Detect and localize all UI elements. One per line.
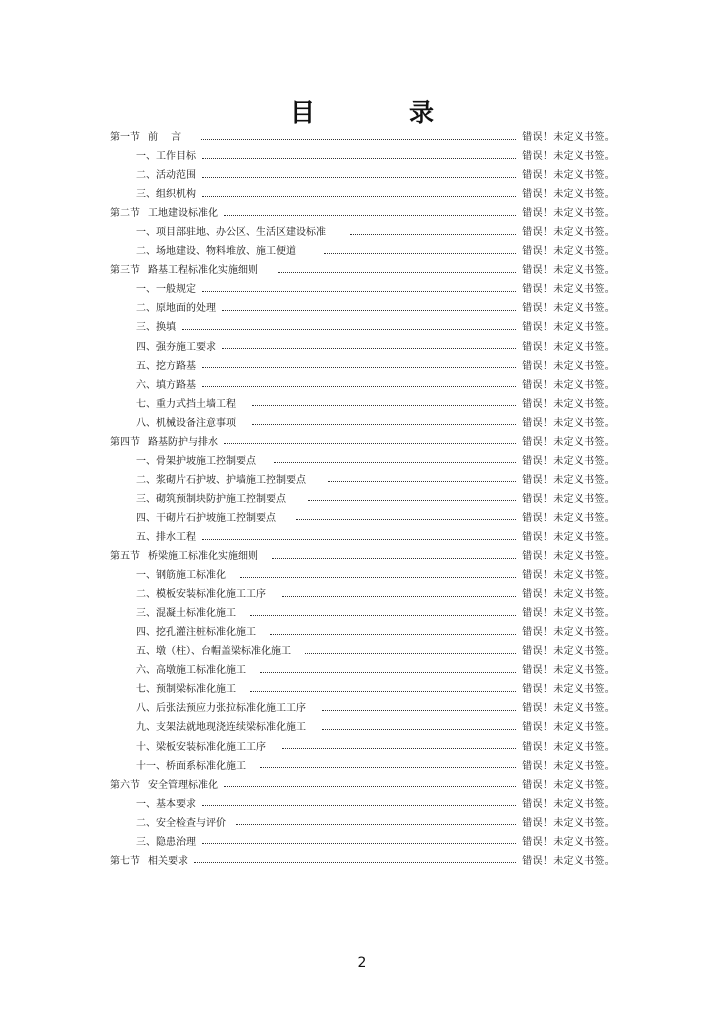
toc-subsection-entry[interactable] [110,240,615,259]
toc-entry-number: 七、 [136,398,156,410]
toc-page-reference: 错误！未定义书签。 [522,417,615,429]
toc-entry-title: 重力式挡土墙工程 [156,398,236,410]
toc-page-reference: 错误！未定义书签。 [522,227,615,239]
toc-subsection-entry[interactable] [110,297,615,316]
toc-page-reference: 错误！未定义书签。 [522,741,615,753]
toc-subsection-entry[interactable] [110,526,615,545]
toc-dot-leader [202,804,516,806]
toc-entry-number: 四、 [136,512,156,524]
toc-section-entry[interactable] [110,259,615,278]
toc-page-reference: 错误！未定义书签。 [522,665,615,677]
toc-entry-title: 强夯施工要求 [156,341,216,353]
toc-entry-title: 桥梁施工标准化实施细则 [148,551,258,563]
toc-dot-leader [272,557,516,559]
toc-dot-leader [202,842,516,844]
toc-dot-leader [322,728,516,730]
toc-entry-number: 十、 [136,741,156,753]
toc-page-reference: 错误！未定义书签。 [522,779,615,791]
toc-dot-leader [202,538,516,540]
toc-entry-number: 一、 [136,284,156,296]
toc-entry-title: 墩（柱）、台帽盖梁标准化施工 [156,646,291,658]
toc-page-reference: 错误！未定义书签。 [522,589,615,601]
toc-section-entry[interactable] [110,545,615,564]
toc-entry-number: 七、 [136,684,156,696]
toc-entry-number: 一、 [136,151,156,163]
toc-subsection-entry[interactable] [110,602,615,621]
toc-section-entry[interactable] [110,774,615,793]
toc-subsection-entry[interactable] [110,736,615,755]
toc-dot-leader [308,499,516,501]
toc-dot-leader [350,233,516,235]
toc-entry-number: 二、 [136,303,156,315]
toc-entry-number: 二、 [136,474,156,486]
toc-entry-title: 支架法就地现浇连续梁标准化施工 [156,722,306,734]
toc-dot-leader [202,366,516,368]
toc-entry-title: 机械设备注意事项 [156,417,236,429]
toc-dot-leader [250,690,516,692]
toc-dot-leader [305,652,516,654]
toc-entry-number: 三、 [136,493,156,505]
toc-entry-title: 干砌片石护坡施工控制要点 [156,512,276,524]
toc-page-reference: 错误！未定义书签。 [522,684,615,696]
toc-entry-number: 三、 [136,322,156,334]
toc-entry-number: 二、 [136,170,156,182]
toc-subsection-entry[interactable] [110,164,615,183]
toc-dot-leader [260,671,516,673]
toc-entry-title: 预制梁标准化施工 [156,684,236,696]
toc-dot-leader [202,157,516,159]
toc-entry-title: 填方路基 [156,379,196,391]
toc-entry-title: 骨架护坡施工控制要点 [156,455,256,467]
toc-entry-title: 换填 [156,322,176,334]
toc-dot-leader [296,518,516,520]
toc-section-entry[interactable] [110,202,615,221]
toc-entry-title: 安全管理标准化 [148,779,218,791]
toc-page-reference: 错误！未定义书签。 [522,379,615,391]
toc-entry-title: 砌筑预制块防护施工控制要点 [156,493,286,505]
toc-page-reference: 错误！未定义书签。 [522,512,615,524]
toc-dot-leader [282,747,516,749]
toc-entry-number: 三、 [136,608,156,620]
toc-entry-number: 第三节 [110,265,140,277]
toc-entry-number: 二、 [136,246,156,258]
toc-page-reference: 错误！未定义书签。 [522,760,615,772]
toc-entry-title: 前 言 [148,132,182,144]
toc-page-reference: 错误！未定义书签。 [522,341,615,353]
toc-dot-leader [222,309,516,311]
toc-entry-title: 混凝土标准化施工 [156,608,236,620]
toc-dot-leader [282,595,516,597]
toc-entry-number: 八、 [136,417,156,429]
toc-entry-number: 四、 [136,341,156,353]
toc-entry-title: 梁板安装标准化施工工序 [156,741,266,753]
toc-page-reference: 错误！未定义书签。 [522,836,615,848]
toc-entry-title: 钢筋施工标准化 [156,570,226,582]
toc-dot-leader [322,709,516,711]
toc-page-reference: 错误！未定义书签。 [522,322,615,334]
toc-subsection-entry[interactable] [110,221,615,240]
toc-page-reference: 错误！未定义书签。 [522,493,615,505]
page-number: 2 [357,955,367,971]
toc-subsection-entry[interactable] [110,488,615,507]
toc-page-reference: 错误！未定义书签。 [522,151,615,163]
toc-entry-title: 组织机构 [156,189,196,201]
toc-page-reference: 错误！未定义书签。 [522,532,615,543]
toc-subsection-entry[interactable] [110,469,615,488]
toc-subsection-entry[interactable] [110,716,615,735]
toc-entry-number: 二、 [136,817,156,829]
toc-entry-number: 三、 [136,836,156,848]
toc-subsection-entry[interactable] [110,183,615,202]
toc-entry-number: 六、 [136,665,156,677]
toc-entry-number: 十一、 [136,760,166,772]
toc-subsection-entry[interactable] [110,755,615,774]
toc-entry-number: 第一节 [110,132,140,144]
toc-entry-title: 基本要求 [156,798,196,810]
toc-entry-title: 项目部驻地、办公区、生活区建设标准 [156,227,326,239]
toc-dot-leader [252,423,516,425]
toc-section-entry[interactable] [110,126,615,145]
toc-dot-leader [236,823,516,825]
toc-entry-title: 路基工程标准化实施细则 [148,265,258,277]
toc-subsection-entry[interactable] [110,316,615,335]
toc-dot-leader [202,290,516,292]
toc-entry-number: 五、 [136,646,156,658]
toc-section-entry[interactable] [110,850,615,869]
toc-subsection-entry[interactable] [110,278,615,297]
toc-dot-leader [240,576,516,578]
toc-entry-number: 一、 [136,455,156,467]
toc-dot-leader [202,195,516,197]
toc-dot-leader [252,404,516,406]
toc-page-reference: 错误！未定义书签。 [522,646,615,658]
toc-entry-number: 第四节 [110,436,140,448]
toc-subsection-entry[interactable] [110,374,615,393]
toc-page-reference: 错误！未定义书签。 [522,551,615,563]
toc-page-reference: 错误！未定义书签。 [522,132,615,144]
toc-entry-title: 一般规定 [156,284,196,296]
toc-subsection-entry[interactable] [110,831,615,850]
toc-entry-number: 第七节 [110,855,140,867]
toc-dot-leader [250,614,516,616]
toc-subsection-entry[interactable] [110,393,615,412]
toc-page-reference: 错误！未定义书签。 [522,208,615,220]
toc-dot-leader [324,252,516,254]
toc-dot-leader [274,461,516,463]
toc-dot-leader [270,633,516,635]
toc-subsection-entry[interactable] [110,564,615,583]
toc-entry-number: 五、 [136,532,156,543]
toc-entry-title: 桥面系标准化施工 [166,760,246,772]
toc-page-reference: 错误！未定义书签。 [522,627,615,639]
toc-subsection-entry[interactable] [110,355,615,374]
toc-entry-number: 四、 [136,627,156,639]
toc-page-reference: 错误！未定义书签。 [522,436,615,448]
toc-entry-number: 第五节 [110,551,140,563]
toc-subsection-entry[interactable] [110,145,615,164]
toc-entry-title: 挖方路基 [156,360,196,372]
toc-entry-title: 路基防护与排水 [148,436,218,448]
toc-title-part-1: 目 [289,98,315,127]
toc-page-reference: 错误！未定义书签。 [522,246,615,258]
toc-page-reference: 错误！未定义书签。 [522,455,615,467]
toc-dot-leader [202,176,516,178]
toc-entry-title: 相关要求 [148,855,188,867]
toc-subsection-entry[interactable] [110,697,615,716]
toc-page-reference: 错误！未定义书签。 [522,855,615,867]
toc-page-reference: 错误！未定义书签。 [522,608,615,620]
toc-subsection-entry[interactable] [110,678,615,697]
toc-subsection-entry[interactable] [110,412,615,431]
toc-subsection-entry[interactable] [110,621,615,640]
toc-dot-leader [278,271,516,273]
toc-title-part-2: 录 [409,98,435,127]
toc-entry-number: 一、 [136,227,156,239]
toc-entry-title: 原地面的处理 [156,303,216,315]
toc-page-reference: 错误！未定义书签。 [522,360,615,372]
toc-page-reference: 错误！未定义书签。 [522,474,615,486]
toc-entry-title: 模板安装标准化施工工序 [156,589,266,601]
toc-page-reference: 错误！未定义书签。 [522,303,615,315]
toc-dot-leader [194,861,516,863]
toc-entry-title: 后张法预应力张拉标准化施工工序 [156,703,306,715]
toc-entry-title: 场地建设、物料堆放、施工便道 [156,246,296,258]
toc-entry-title: 排水工程 [156,532,196,543]
toc-page-reference: 错误！未定义书签。 [522,798,615,810]
toc-subsection-entry[interactable] [110,336,615,355]
toc-page-reference: 错误！未定义书签。 [522,170,615,182]
toc-entry-title: 工地建设标准化 [148,208,218,220]
toc-dot-leader [224,442,516,444]
table-of-contents [110,126,615,869]
toc-subsection-entry[interactable] [110,507,615,526]
toc-page-reference: 错误！未定义书签。 [522,817,615,829]
toc-entry-title: 隐患治理 [156,836,196,848]
toc-page-reference: 错误！未定义书签。 [522,722,615,734]
toc-entry-number: 九、 [136,722,156,734]
toc-entry-title: 浆砌片石护坡、护墙施工控制要点 [156,474,306,486]
toc-entry-title: 挖孔灌注桩标准化施工 [156,627,256,639]
toc-subsection-entry[interactable] [110,812,615,831]
toc-entry-number: 八、 [136,703,156,715]
toc-entry-title: 工作目标 [156,151,196,163]
toc-dot-leader [202,385,516,387]
toc-entry-number: 一、 [136,798,156,810]
toc-dot-leader [182,328,516,330]
toc-entry-number: 第二节 [110,208,140,220]
toc-entry-number: 一、 [136,570,156,582]
toc-page-reference: 错误！未定义书签。 [522,398,615,410]
toc-dot-leader [224,214,516,216]
toc-page-reference: 错误！未定义书签。 [522,189,615,201]
toc-entry-number: 六、 [136,379,156,391]
toc-page-reference: 错误！未定义书签。 [522,703,615,715]
toc-page-reference: 错误！未定义书签。 [522,570,615,582]
toc-entry-title: 活动范围 [156,170,196,182]
toc-subsection-entry[interactable] [110,793,615,812]
toc-dot-leader [260,766,516,768]
toc-section-entry[interactable] [110,431,615,450]
toc-entry-number: 三、 [136,189,156,201]
toc-dot-leader [222,347,516,349]
toc-entry-title: 安全检查与评价 [156,817,226,829]
toc-subsection-entry[interactable] [110,659,615,678]
toc-dot-leader [224,785,516,787]
toc-entry-title: 高墩施工标准化施工 [156,665,246,677]
toc-dot-leader [201,138,516,140]
toc-page-reference: 错误！未定义书签。 [522,265,615,277]
toc-subsection-entry[interactable] [110,640,615,659]
toc-page-reference: 错误！未定义书签。 [522,284,615,296]
toc-subsection-entry[interactable] [110,450,615,469]
toc-entry-number: 五、 [136,360,156,372]
toc-entry-number: 二、 [136,589,156,601]
toc-title [0,94,724,128]
toc-entry-number: 第六节 [110,779,140,791]
toc-subsection-entry[interactable] [110,583,615,602]
toc-dot-leader [328,480,516,482]
